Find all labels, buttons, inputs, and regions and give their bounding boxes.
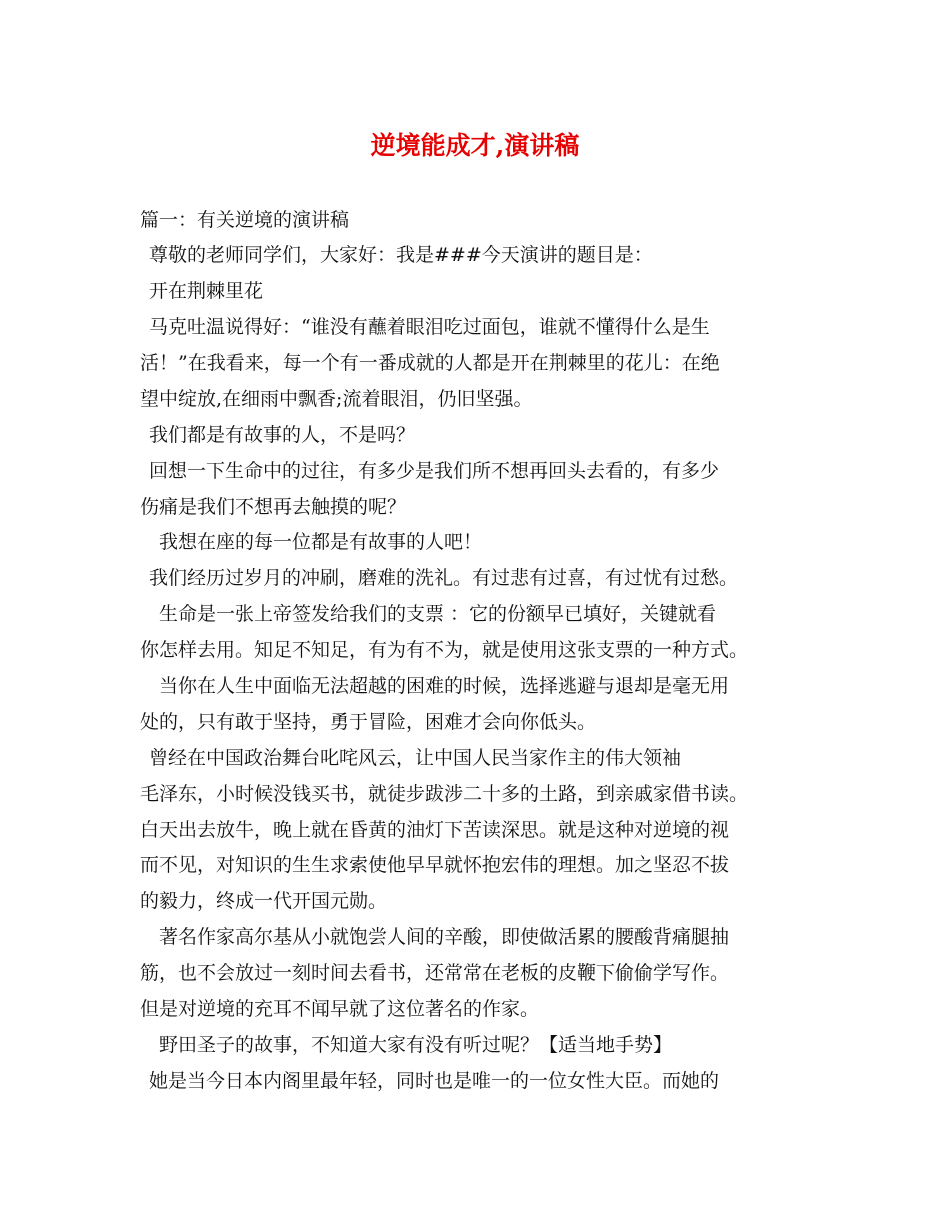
paragraph-line: 她是当今日本内阁里最年轻，同时也是唯一的一位女性大臣。而她的 xyxy=(149,1070,720,1092)
paragraph-line: 篇一：有关逆境的演讲稿 xyxy=(140,209,350,231)
paragraph-line: 伤痛是我们不想再去触摸的呢？ xyxy=(140,496,407,518)
paragraph-line: 而不见，对知识的生生求索使他早早就怀抱宏伟的理想。加之坚忍不拔 xyxy=(140,854,730,876)
paragraph-line: 我们都是有故事的人，不是吗？ xyxy=(149,424,416,446)
paragraph-line: 生命是一张上帝签发给我们的支票 ：它的份额早已填好，关键就看 xyxy=(159,603,717,625)
paragraph-line: 活！”在我看来，每一个有一番成就的人都是开在荆棘里的花儿：在绝 xyxy=(140,352,720,374)
paragraph-line: 曾经在中国政治舞台叱咤风云，让中国人民当家作主的伟大领袖 xyxy=(149,747,682,769)
paragraph-line: 回想一下生命中的过往，有多少是我们所不想再回头去看的，有多少 xyxy=(149,460,720,482)
paragraph-line: 马克吐温说得好：“谁没有蘸着眼泪吃过面包，谁就不懂得什么是生 xyxy=(149,316,710,338)
paragraph-line: 野田圣子的故事，不知道大家有没有听过呢？【适当地手势】 xyxy=(159,1034,673,1056)
paragraph-line: 开在荆棘里花 xyxy=(149,280,264,302)
paragraph-line: 毛泽东，小时候没钱买书，就徒步跋涉二十多的土路，到亲戚家借书读。 xyxy=(140,783,749,805)
paragraph-line: 但是对逆境的充耳不闻早就了这位著名的作家。 xyxy=(140,998,540,1020)
paragraph-line: 白天出去放牛，晚上就在昏黄的油灯下苦读深思。就是这种对逆境的视 xyxy=(140,819,730,841)
paragraph-line: 尊敬的老师同学们，大家好：我是###今天演讲的题目是： xyxy=(149,244,653,266)
paragraph-line: 我们经历过岁月的冲刷，磨难的洗礼。有过悲有过喜，有过忧有过愁。 xyxy=(149,567,739,589)
paragraph-line: 筋，也不会放过一刻时间去看书，还常常在老板的皮鞭下偷偷学写作。 xyxy=(140,962,730,984)
paragraph-line: 当你在人生中面临无法超越的困难的时候，选择逃避与退却是毫无用 xyxy=(159,675,730,697)
paragraph-line: 的毅力，终成一代开国元勋。 xyxy=(140,890,388,912)
paragraph-line: 著名作家高尔基从小就饱尝人间的辛酸，即使做活累的腰酸背痛腿抽 xyxy=(159,926,730,948)
paragraph-line: 我想在座的每一位都是有故事的人吧！ xyxy=(159,531,483,553)
paragraph-line: 处的，只有敢于坚持，勇于冒险，困难才会向你低头。 xyxy=(140,711,597,733)
document-title: 逆境能成才,演讲稿 xyxy=(370,131,580,160)
paragraph-line: 你怎样去用。知足不知足，有为有不为，就是使用这张支票的一种方式。 xyxy=(140,639,749,661)
paragraph-line: 望中绽放,在细雨中飘香;流着眼泪，仍旧坚强。 xyxy=(140,388,533,410)
